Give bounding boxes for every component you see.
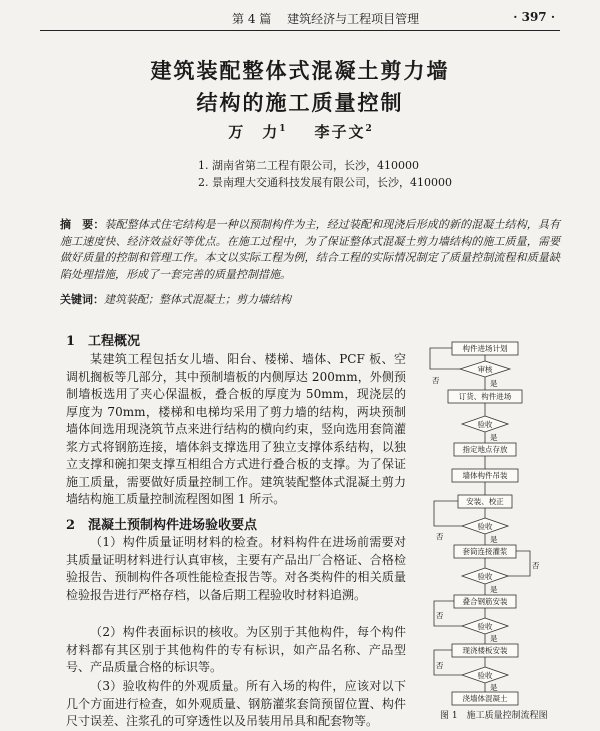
section-2-paragraph-2: （2）构件表面标识的核收。为区别于其他构件，每个构件材料都有其区别于其他构件的专有标识，如产品名称、产品型号、产品质量合格的标识等。: [66, 625, 406, 674]
flow-no-label: 否: [436, 661, 444, 670]
section-1-paragraph: 某建筑工程包括女儿墙、阳台、楼梯、墙体、PCF 板、空调机搁板等几部分，其中预制墙板的内侧厚达 200mm，外侧预制墙板选用了夹心保温板，叠合板的厚度为 50mm，现浇层的厚度为 70mm，楼梯和电梯均采用了剪力墙的结构，两块预制墙体间选用现浇筑节点来进行结构的横向约束，竖向选用套筒灌浆方式将钢筋连接，墙体斜支撑选用了独立支撑体系结构，以独立支撑和碗扣架支撑互相组合方式进行叠合板的支撑。为了保证施工质量，需要做好质量控制工作。建筑装配整体式混凝土剪力墙结构施工质量控制流程图如图 1 所示。: [66, 352, 406, 506]
flow-text-hoisting: 墙体构件吊装: [462, 471, 508, 480]
author-1: 万 力: [228, 123, 280, 141]
keywords: [60, 291, 291, 307]
flow-no-label: 否: [436, 611, 444, 620]
flow-text-slab: 现浇楼板安装: [462, 646, 508, 655]
flow-text-install: 安装、校正: [466, 497, 504, 506]
keywords-text: 建筑装配；整体式混凝土；剪力墙结构: [104, 293, 291, 306]
flow-text-pour: 浇墙体混凝土: [462, 694, 508, 703]
title-line-2: 结构的施工质量控制: [196, 90, 404, 115]
flow-yes-label: 是: [490, 683, 498, 692]
flow-yes-label: 是: [490, 535, 498, 544]
flow-text-accept-2: 验收: [477, 522, 493, 531]
flow-yes-label: 是: [490, 379, 498, 388]
page-header: [0, 0, 600, 34]
author-2: 李子文: [314, 123, 366, 141]
flow-no-label: 否: [432, 376, 440, 385]
flow-yes-label: 是: [490, 634, 498, 643]
flow-text-order: 订货、构件进场: [458, 392, 512, 401]
figure-caption: 图 1 施工质量控制流程图: [440, 711, 548, 721]
flow-yes-label: 是: [490, 433, 498, 442]
flow-text-review: 审核: [477, 365, 493, 374]
abstract-label: 摘 要：: [60, 218, 105, 231]
flow-no-label: 否: [532, 561, 540, 570]
section-2-paragraph-3: （3）验收构件的外观质量。所有入场的构件，应该对以下几个方面进行检查，如外观质量、钢筋灌浆套筒预留位置、构件尺寸误差、注浆孔的可穿透性以及吊装用吊具和配套物等。: [66, 679, 406, 728]
flow-no-label: 否: [436, 532, 444, 541]
author-1-sup: 1: [279, 124, 286, 134]
quality-control-flowchart: [420, 338, 570, 710]
author-line: [0, 121, 600, 142]
header-page-number: · 397 ·: [513, 10, 555, 24]
flow-text-grouting: 套筒连接灌浆: [462, 547, 508, 556]
flow-yes-label: 是: [490, 585, 498, 594]
abstract: [60, 217, 560, 283]
flow-text-accept-5: 验收: [477, 671, 493, 680]
flow-text-rebar: 叠合钢筋安装: [462, 597, 508, 606]
flow-text-accept-4: 验收: [477, 622, 493, 631]
section-1-heading: 1 工程概况: [66, 334, 141, 349]
flow-text-accept-1: 验收: [477, 420, 493, 429]
abstract-text: 装配整体式住宅结构是一种以预制构件为主，经过装配和现浇后形成的新的混凝土结构，具有施工速度快、经济效益好等优点。在施工过程中，为了保证整体式混凝土剪力墙结构的施工质量，需要做好质量的控制和管理工作。本文以实际工程为例，结合工程的实际情况制定了质量控制流程和质量缺陷处理措施，形成了一套完善的质量控制措施。: [60, 218, 561, 281]
flow-text-accept-3: 验收: [477, 572, 493, 581]
affiliation-2: 2. 景南理大交通科技发展有限公司，长沙，410000: [198, 176, 452, 189]
author-2-sup: 2: [365, 124, 372, 134]
section-2-heading: 2 混凝土预制构件进场验收要点: [66, 518, 258, 533]
header-rule: [40, 30, 560, 31]
title-line-1: 建筑装配整体式混凝土剪力墙: [150, 58, 450, 83]
flow-text-plan: 构件进场计划: [462, 344, 508, 353]
affiliation-1: 1. 湖南省第二工程有限公司，长沙，410000: [198, 159, 419, 172]
section-2-paragraph-1: （1）构件质量证明材料的检查。材料构件在进场前需要对其质量证明材料进行认真审核，主要有产品出厂合格证、合格检验报告、预制构件各项性能检查报告等。对各类构件的相关质量检验报告进行严格存档，以备后期工程验收时材料追溯。: [66, 535, 406, 602]
flow-text-storage: 指定地点存放: [462, 445, 508, 454]
keywords-label: 关键词：: [60, 293, 104, 306]
header-chapter: 第 4 篇 建筑经济与工程项目管理: [232, 12, 420, 26]
